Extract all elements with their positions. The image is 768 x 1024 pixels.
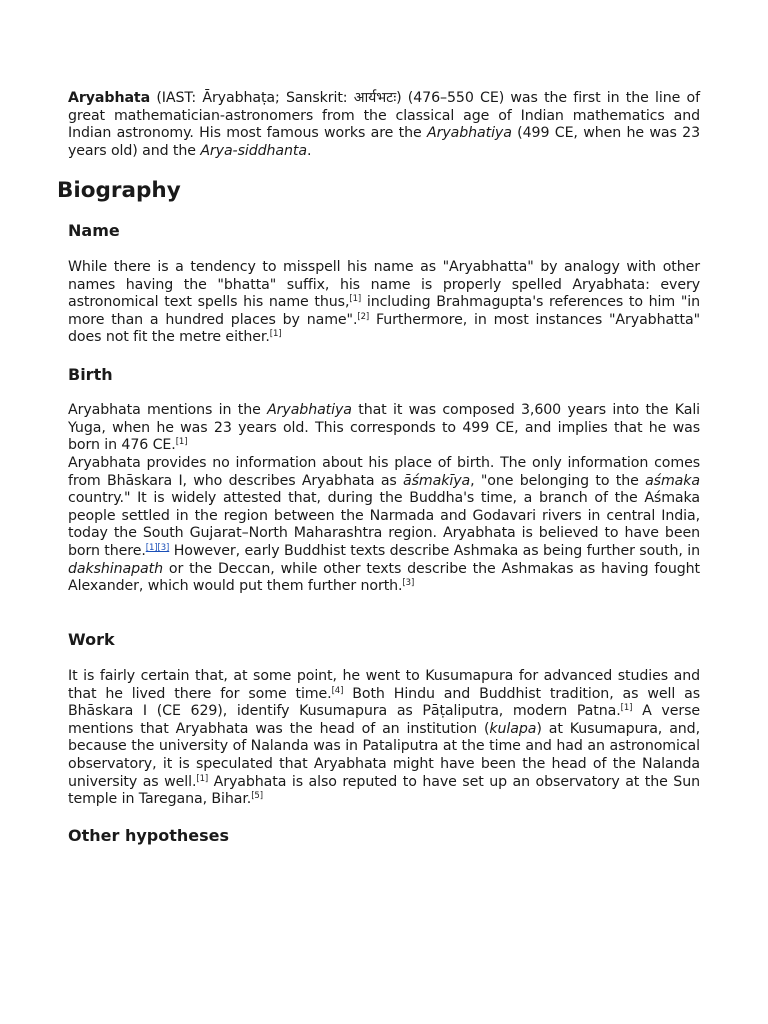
paragraph-text: , "one belonging to the [470,472,646,489]
work-title: Arya-siddhanta [200,142,307,159]
intro-paragraph [68,90,700,160]
subsection-heading-other-hypotheses: Other hypotheses [68,826,230,845]
iast-name: Āryabhaṭa [202,90,276,106]
name-paragraph [68,259,700,347]
paragraph-text: Aryabhata mentions in the [68,402,268,418]
intro-text: (499 CE, when he was 23 years old) and the [68,125,701,159]
citation-ref: [2] [357,311,370,322]
paragraph-text: or the Deccan, while other texts describe the Ashmakas as having fought Alexander, which would put them further north. [68,560,700,595]
paragraph-text: While there is a tendency to misspell his name as "Aryabhatta" by analogy with other names having the "bhatta" suffix, his name is properly spelled Aryabhata: every astronomical text spells his name thus, [68,259,700,311]
paragraph-text: Both Hindu and Buddhist tradition, as well as Bhāskara I (CE 629), identify Kusumapura as Pāṭaliputra, modern Patna. [68,685,700,720]
birth-paragraph-1 [68,402,700,455]
citation-link[interactable]: [3] [157,542,170,553]
paragraph-text: ) at Kusumapura, and, because the university of Nalanda was in Pataliputra at the time and had an astronomical observatory, it is speculated that Aryabhata might have been the head of the Nalanda university as well. [68,720,700,790]
subsection-heading-name: Name [68,221,120,240]
paragraph-text: country." It is widely attested that, during the Buddha's time, a branch of the Aśmaka people settled in the region between the Narmada and Godavari rivers in central India, today the South Gujarat–North Maharashtra region. Aryabhata is believed to have been born there. [68,490,700,559]
paragraph-text: Furthermore, in most instances "Aryabhatta" does not fit the metre either. [68,311,701,346]
work-paragraph [68,668,700,809]
paragraph-text: including Brahmagupta's references to him "in more than a hundred places by name". [68,294,701,328]
citation-ref: [1] [196,773,209,784]
sanskrit-name: आर्यभटः [353,90,397,106]
work-title: Aryabhatiya [426,125,512,142]
paragraph-text: It is fairly certain that, at some point, he went to Kusumapura for advanced studies and that he lived there for some time. [68,668,700,702]
intro-text: ; Sanskrit: [275,90,354,106]
subsection-heading-birth: Birth [68,365,113,384]
italic-term: āśmakīya [403,472,471,489]
citation-ref: [5] [251,791,263,802]
paragraph-text: Aryabhata provides no information about his place of birth. The only information comes from Bhāskara I, who describes Aryabhata as [68,455,700,489]
intro-text: . [306,142,312,159]
italic-term: aśmaka [645,472,700,489]
article-subject: Aryabhata [68,90,151,106]
citation-ref: [1] [175,437,188,448]
citation-ref: [1] [349,294,362,305]
subsection-heading-work: Work [68,630,115,649]
italic-term: dakshinapath [68,560,163,577]
citation-ref: [1] [269,329,282,340]
citation-ref: [1] [620,703,633,714]
intro-text: (IAST: [150,90,203,106]
paragraph-text: However, early Buddhist texts describe Ashmaka as being further south, in [169,542,700,559]
paragraph-text: Aryabhata is also reputed to have set up an observatory at the Sun temple in Taregana, Bihar. [68,773,700,808]
paragraph-text: that it was composed 3,600 years into the Kali Yuga, when he was 23 years old. This corresponds to 499 CE, and implies that he was born in 476 CE. [68,402,700,454]
citation-ref: [4] [331,685,344,696]
citation-ref: [3] [402,578,415,589]
work-title: Aryabhatiya [267,402,352,418]
birth-paragraph-2 [68,455,700,596]
intro-text: ) (476–550 CE) was the first in the line of great mathematician-astronomers from the classical age of Indian mathematics and Indian astronomy. His most famous works are the [68,90,700,142]
paragraph-text: A verse mentions that Aryabhata was the head of an institution ( [68,703,700,737]
citation-link[interactable]: [1] [145,542,158,553]
italic-term: kulapa [489,720,537,737]
section-heading-biography: Biography [57,178,181,203]
